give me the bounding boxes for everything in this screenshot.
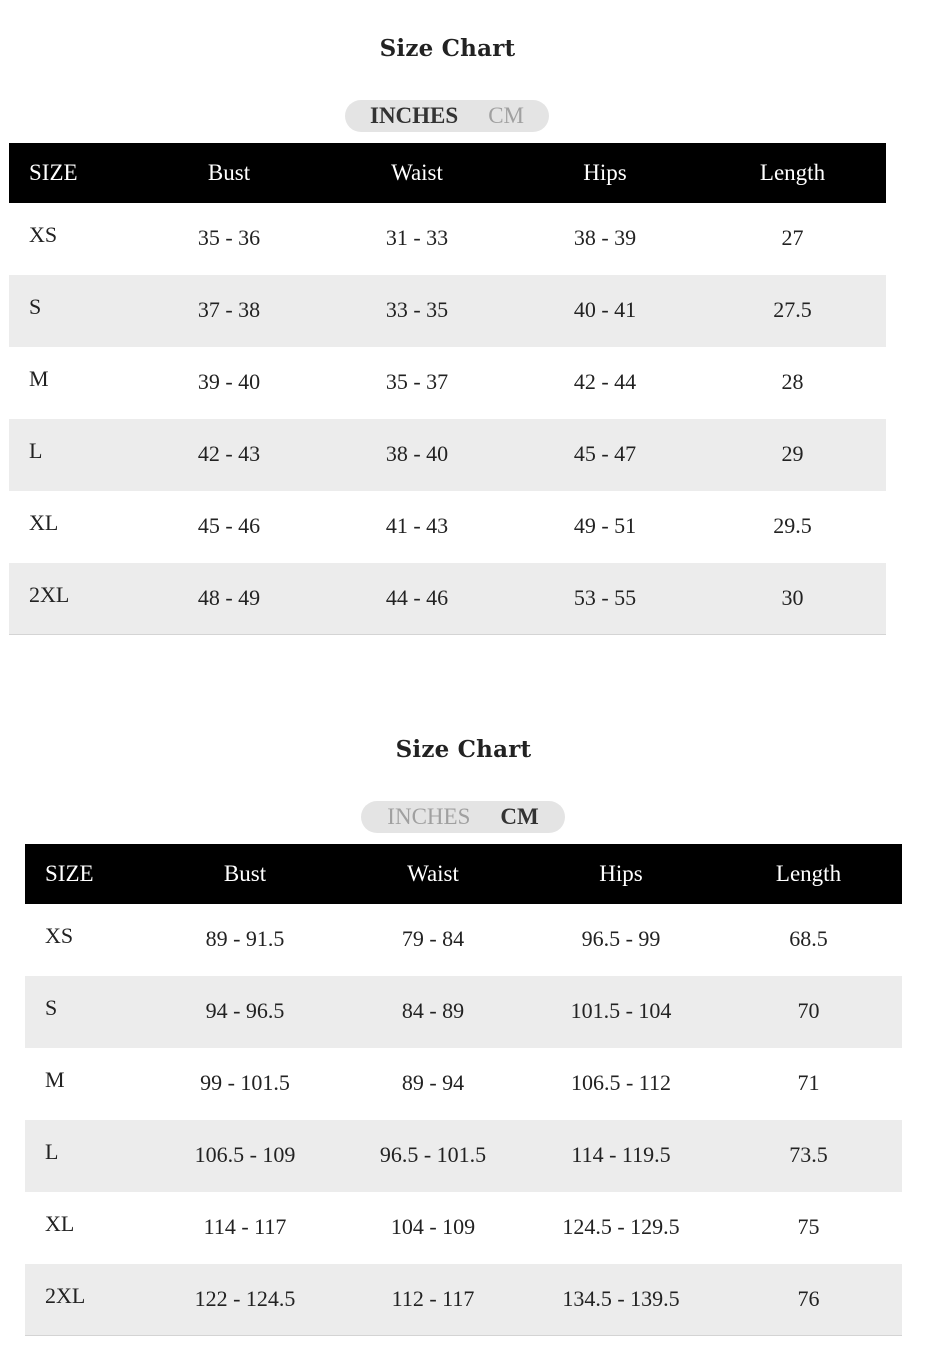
table-row <box>25 904 902 976</box>
table-row <box>25 976 902 1048</box>
cell-size: XL <box>45 1211 75 1236</box>
table-row <box>9 491 886 563</box>
cell-waist: 89 - 94 <box>401 1070 465 1095</box>
cell-waist: 31 - 33 <box>385 225 449 250</box>
cell-bust: 122 - 124.5 <box>194 1285 296 1311</box>
cell-hips: 106.5 - 112 <box>570 1070 671 1095</box>
cell-hips: 38 - 39 <box>573 225 637 250</box>
cell-size: L <box>29 438 43 463</box>
header-waist: Waist <box>391 160 443 185</box>
cell-bust: 37 - 38 <box>197 297 261 322</box>
cell-hips: 124.5 - 129.5 <box>562 1214 680 1239</box>
header-length: Length <box>759 160 826 185</box>
cell-length: 27 <box>781 225 804 250</box>
cell-waist: 44 - 46 <box>385 584 449 610</box>
cell-length: 28 <box>781 369 804 394</box>
table-row <box>9 275 886 347</box>
cell-size: 2XL <box>45 1282 86 1308</box>
cell-length: 76 <box>797 1285 820 1311</box>
cell-bust: 89 - 91.5 <box>205 926 285 951</box>
cell-size: XS <box>29 222 58 247</box>
cell-length: 29.5 <box>773 513 812 538</box>
cell-waist: 104 - 109 <box>390 1214 476 1239</box>
cell-waist: 38 - 40 <box>385 441 449 466</box>
table-header <box>9 143 886 203</box>
header-hips: Hips <box>599 861 643 886</box>
table-row <box>9 347 886 419</box>
cell-length: 71 <box>797 1070 820 1095</box>
cell-bust: 42 - 43 <box>197 441 261 466</box>
cell-hips: 42 - 44 <box>573 369 637 394</box>
table-row <box>25 1192 902 1264</box>
cell-bust: 114 - 117 <box>203 1214 287 1239</box>
header-hips: Hips <box>583 160 627 185</box>
cell-bust: 106.5 - 109 <box>194 1142 296 1167</box>
table-row <box>25 1120 902 1192</box>
unit-inches-option[interactable]: INCHES <box>370 103 459 128</box>
cell-size: L <box>45 1139 59 1164</box>
cell-waist: 33 - 35 <box>385 297 449 322</box>
cell-bust: 45 - 46 <box>197 513 261 538</box>
cell-bust: 48 - 49 <box>197 584 261 610</box>
cell-hips: 114 - 119.5 <box>571 1142 671 1167</box>
cell-length: 75 <box>797 1214 820 1239</box>
cell-hips: 53 - 55 <box>573 584 637 610</box>
cell-waist: 41 - 43 <box>385 513 449 538</box>
cell-hips: 96.5 - 99 <box>581 926 661 951</box>
cell-bust: 39 - 40 <box>197 369 261 394</box>
cell-hips: 134.5 - 139.5 <box>562 1285 680 1311</box>
chart-title: Size Chart <box>395 736 532 763</box>
table-row <box>9 203 886 275</box>
cell-waist: 35 - 37 <box>385 369 449 394</box>
table-row <box>9 563 886 635</box>
cell-size: M <box>45 1067 65 1092</box>
cell-length: 29 <box>781 441 804 466</box>
cell-size: M <box>29 366 49 391</box>
cell-waist: 79 - 84 <box>401 926 465 951</box>
cell-length: 27.5 <box>773 297 812 322</box>
cell-size: S <box>45 995 58 1020</box>
unit-cm-option[interactable]: CM <box>488 103 524 128</box>
cell-length: 70 <box>797 998 820 1023</box>
header-bust: Bust <box>207 160 251 185</box>
header-length: Length <box>775 861 842 886</box>
chart-title: Size Chart <box>379 35 516 62</box>
cell-bust: 94 - 96.5 <box>205 998 285 1023</box>
table-row <box>9 419 886 491</box>
header-waist: Waist <box>407 861 459 886</box>
cell-waist: 112 - 117 <box>391 1285 475 1311</box>
cell-hips: 45 - 47 <box>573 441 637 466</box>
header-size: SIZE <box>29 160 78 185</box>
cell-length: 30 <box>781 584 804 610</box>
cell-size: 2XL <box>29 581 70 607</box>
cell-length: 68.5 <box>789 926 828 951</box>
table-row <box>25 1048 902 1120</box>
size-table <box>25 844 902 1336</box>
cell-bust: 99 - 101.5 <box>200 1070 290 1095</box>
cell-length: 73.5 <box>789 1142 828 1167</box>
header-bust: Bust <box>223 861 267 886</box>
header-size: SIZE <box>45 861 94 886</box>
cell-size: S <box>29 294 42 319</box>
cell-hips: 101.5 - 104 <box>570 998 672 1023</box>
cell-hips: 40 - 41 <box>573 297 637 322</box>
size-table <box>9 143 886 635</box>
cell-bust: 35 - 36 <box>197 225 261 250</box>
cell-hips: 49 - 51 <box>573 513 637 538</box>
unit-toggle[interactable] <box>361 801 565 833</box>
cell-waist: 84 - 89 <box>401 998 465 1023</box>
cell-size: XL <box>29 510 59 535</box>
unit-inches-option[interactable]: INCHES <box>387 804 471 829</box>
table-row <box>25 1264 902 1336</box>
unit-cm-option[interactable]: CM <box>500 804 539 829</box>
table-header <box>25 844 902 904</box>
cell-size: XS <box>45 923 74 948</box>
unit-toggle[interactable] <box>345 100 549 132</box>
cell-waist: 96.5 - 101.5 <box>379 1142 487 1167</box>
